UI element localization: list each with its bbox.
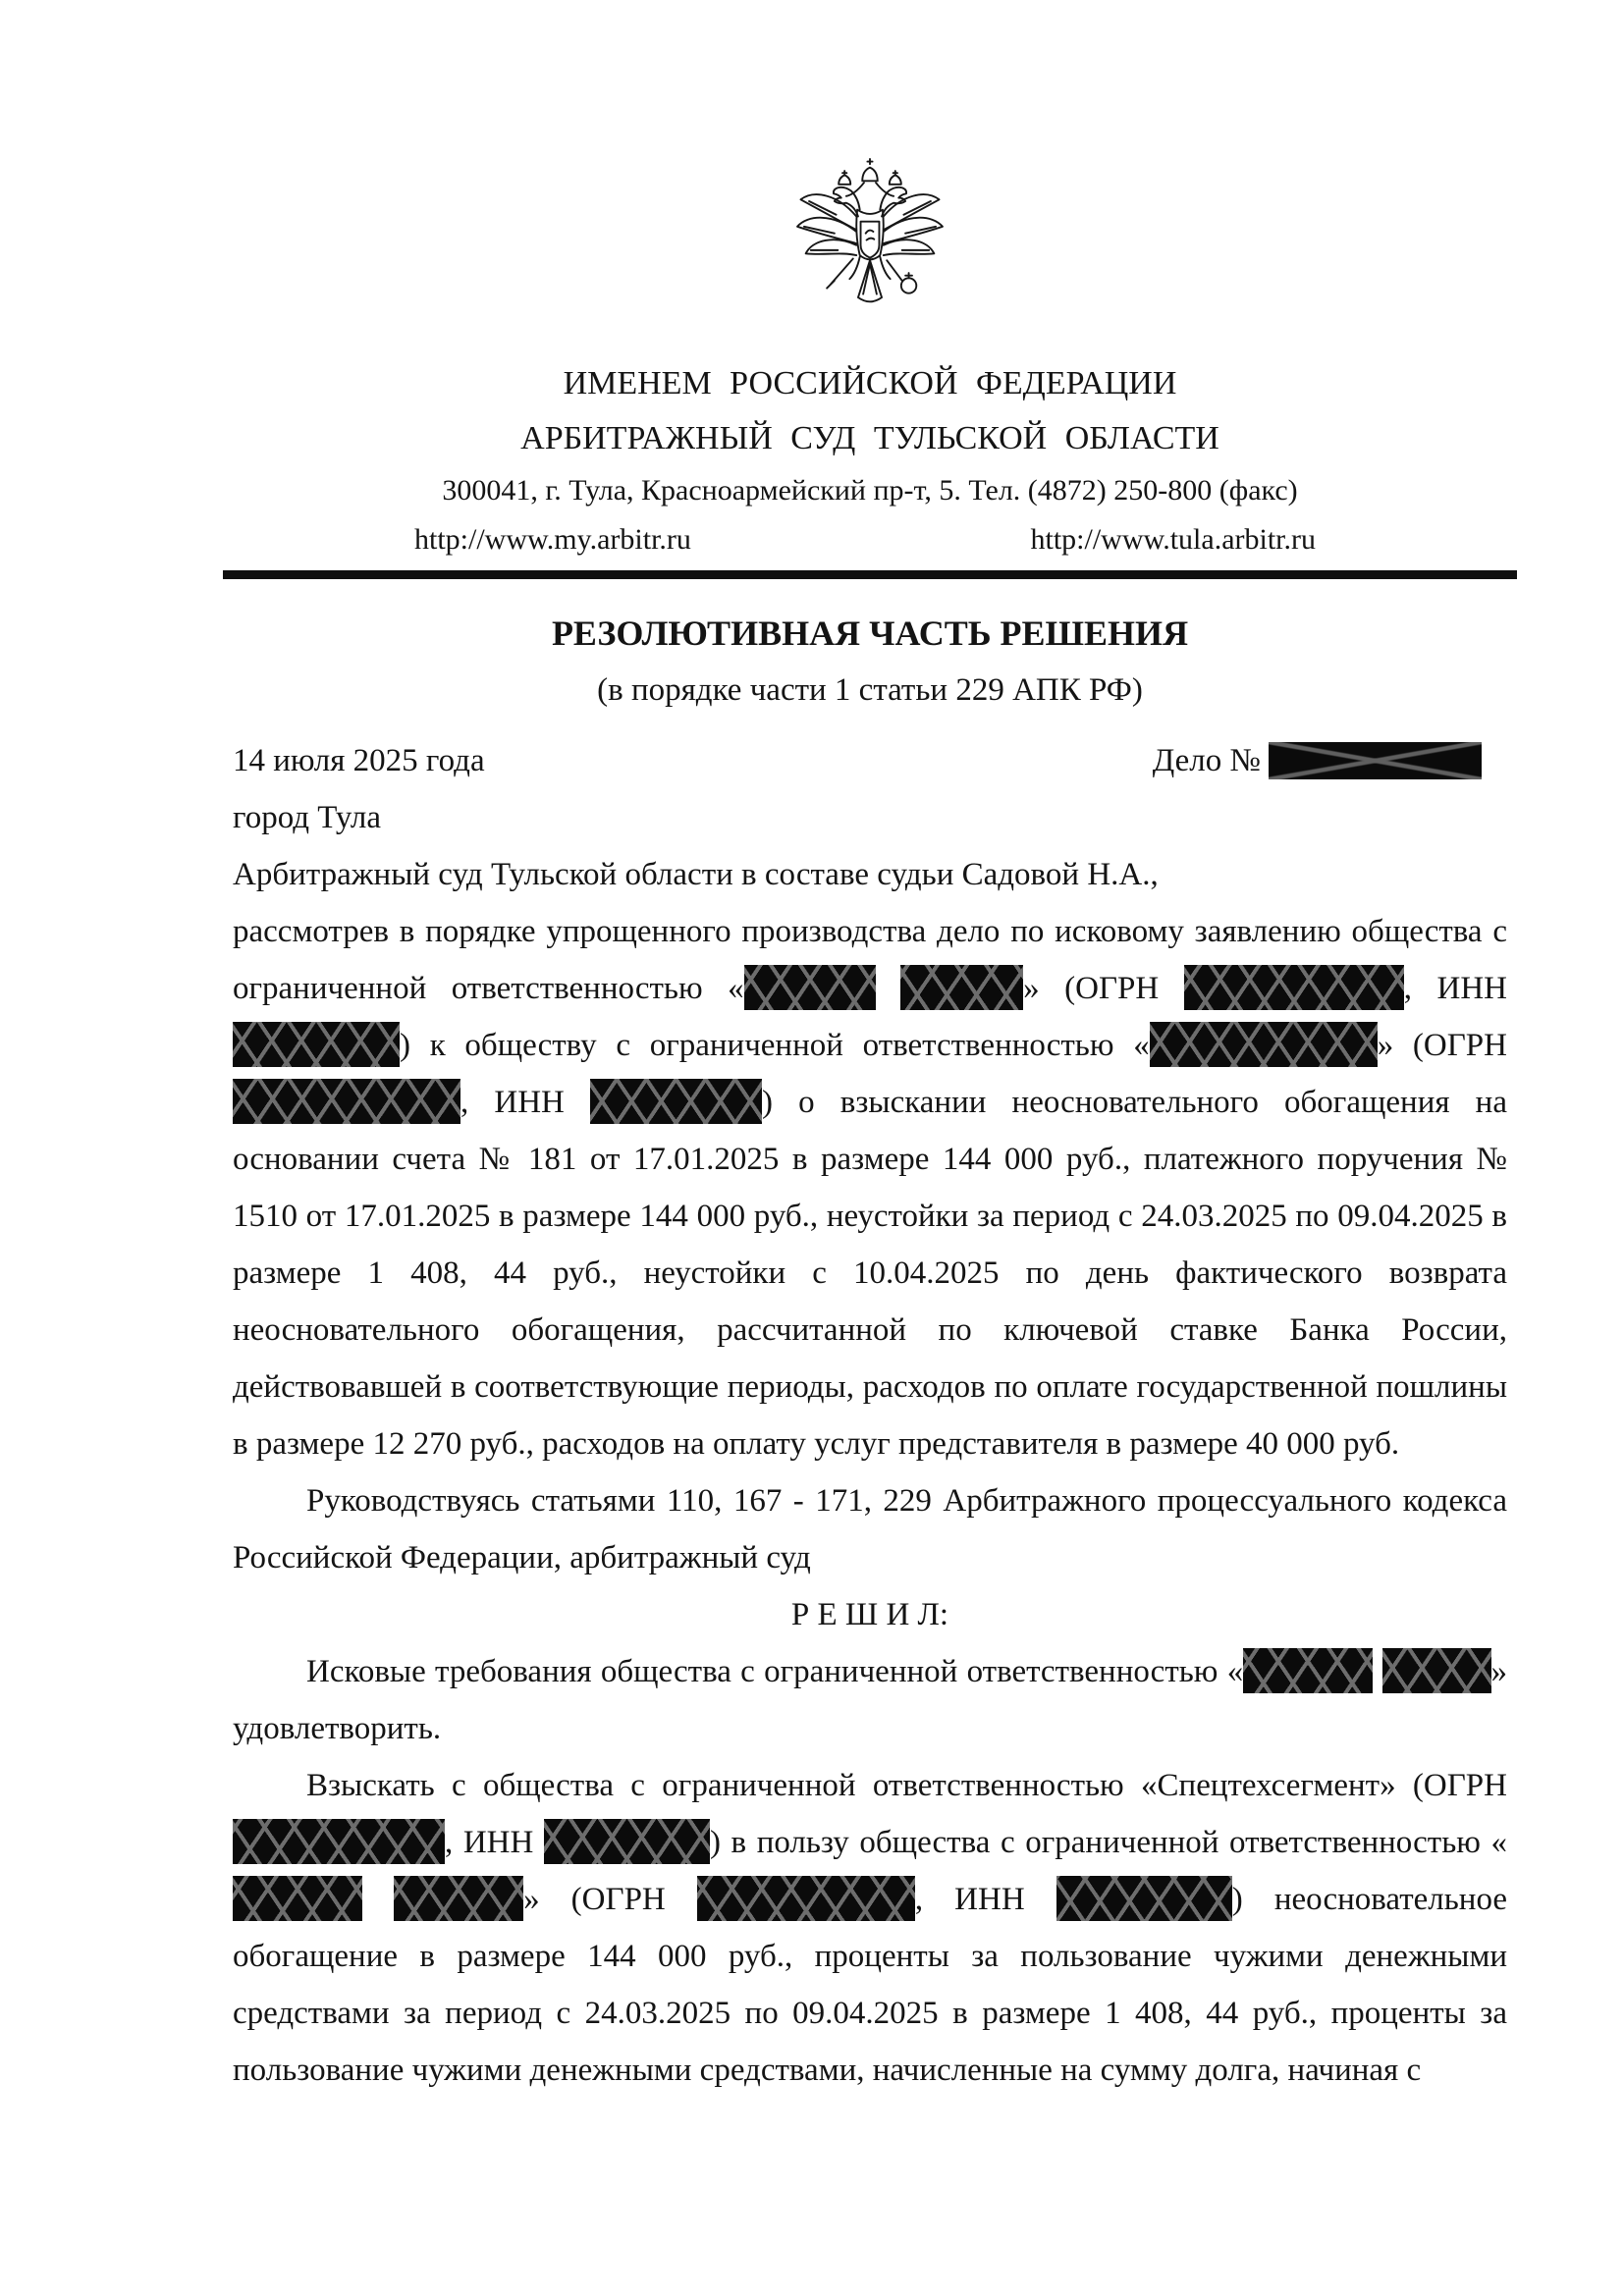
redaction-box (394, 1876, 523, 1921)
court-url-my-arbitr: http://www.my.arbitr.ru (414, 523, 691, 556)
document-subtitle: (в порядке части 1 статьи 229 АПК РФ) (597, 672, 1143, 708)
coat-of-arms-icon (785, 157, 954, 330)
redaction-box (233, 1079, 460, 1124)
header-address-line: 300041, г. Тула, Красноармейский пр-т, 5. Тел. (4872) 250-800 (факс) (442, 474, 1298, 507)
place-line: город Тула (233, 800, 381, 835)
document-body (233, 789, 1507, 2099)
decision-date: 14 июля 2025 года (233, 743, 485, 778)
resolution-heading: Р Е Ш И Л: (790, 1597, 949, 1632)
redaction-box (1150, 1022, 1378, 1067)
redaction-box (233, 1022, 400, 1067)
claims-granted-paragraph: Исковые требования общества с ограниченной ответственностью « » удовлетворить. (233, 1643, 1507, 1757)
date-and-case-row (233, 732, 1507, 789)
emblem-container (233, 157, 1507, 331)
court-url-tula-arbitr: http://www.tula.arbitr.ru (1030, 523, 1316, 556)
header-in-the-name-line: ИМЕНЕМ РОССИЙСКОЙ ФЕДЕРАЦИИ (563, 365, 1177, 401)
case-number-group (1153, 732, 1507, 789)
redaction-box (590, 1079, 762, 1124)
header-divider-bar (223, 570, 1517, 579)
case-number-label: Дело № (1152, 743, 1261, 778)
document-title: РЕЗОЛЮТИВНАЯ ЧАСТЬ РЕШЕНИЯ (551, 614, 1189, 653)
case-intro-paragraph: рассмотрев в порядке упрощенного производства дело по исковому заявлению общества с ограниченной ответственностью « » (ОГРН , ИНН ) к обществу с ограниченной ответственностью « » (ОГРН , ИНН ) о взыскании неосновательного обогащения на основании счета № 181 от 17.01.2025 в размере 144 000 руб., платежного поручения № 1510 от 17.01.2025 в размере 144 000 руб., неустойки за период с 24.03.2025 по 09.04.2025 в размере 1 408, 44 руб., неустойки с 10.04.2025 по день фактического возврата неосновательного обогащения, рассчитанной по ключевой ставке Банка России, действовавшей в соответствующие периоды, расходов по оплате государственной пошлины в размере 12 270 руб., расходов на оплату услуг представителя в размере 40 000 руб. (233, 914, 1508, 1462)
redaction-box (1382, 1648, 1491, 1693)
recovery-paragraph: Взыскать с общества с ограниченной ответственностью «Спецтехсегмент» (ОГРН , ИНН ) в пользу общества с ограниченной ответственностью « » (ОГРН , ИНН ) неосновательное обогащение в размере 144 000 руб., проценты за пользование чужими денежными средствами за период с 24.03.2025 по 09.04.2025 в размере 1 408, 44 руб., проценты за пользование чужими денежными средствами, начисленные на сумму долга, начиная с (233, 1768, 1507, 2088)
header-court-name: АРБИТРАЖНЫЙ СУД ТУЛЬСКОЙ ОБЛАСТИ (520, 420, 1219, 456)
redaction-box (697, 1876, 915, 1921)
redaction-box (900, 965, 1023, 1010)
redaction-box-case-number (1269, 742, 1482, 779)
redaction-box (1056, 1876, 1232, 1921)
redaction-box (1243, 1648, 1373, 1693)
redaction-box (744, 965, 876, 1010)
redaction-box (544, 1819, 710, 1864)
redaction-box (233, 1819, 445, 1864)
header-urls-row (233, 515, 1507, 564)
redaction-box (1184, 965, 1404, 1010)
court-composition-line: Арбитражный суд Тульской области в составе судьи Садовой Н.А., (233, 857, 1159, 892)
redaction-box (233, 1876, 362, 1921)
legal-basis-paragraph: Руководствуясь статьями 110, 167 - 171, 229 Арбитражного процессуального кодекса Российской Федерации, арбитражный суд (233, 1483, 1507, 1575)
